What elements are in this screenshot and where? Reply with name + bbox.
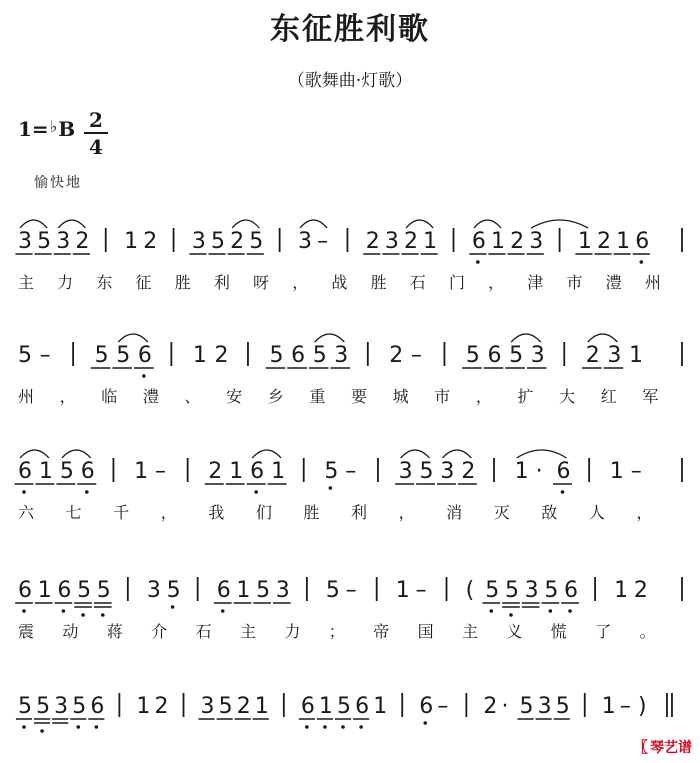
note: 3 (275, 578, 290, 603)
dash-extend: – (317, 229, 329, 254)
lyric-char: 介 (151, 622, 168, 641)
lyric-char: 蒋 (106, 622, 123, 641)
lyric-char: ， (160, 503, 177, 522)
note: 3 (54, 694, 69, 719)
dash-extend: – (345, 459, 357, 484)
lower-octave-dot (101, 613, 105, 617)
note: 1 (609, 459, 624, 484)
lyric-char: 市 (566, 273, 583, 292)
lyric-char: 、 (184, 387, 201, 406)
lyric-char: 力 (284, 622, 301, 641)
note: 3 (200, 694, 215, 719)
note: 6 (291, 343, 306, 368)
note: 1 (136, 694, 151, 719)
note: 5 (465, 343, 480, 368)
logo-icon: 〖 (632, 738, 648, 756)
slur (300, 220, 327, 228)
slur (232, 220, 259, 228)
note: 5 (18, 343, 32, 368)
note: 5 (94, 343, 109, 368)
dash-extend: – (39, 343, 51, 368)
note: 1 (254, 694, 269, 719)
note: 2 (143, 229, 158, 254)
lyric-char: 临 (101, 387, 118, 406)
lyric-char: 力 (57, 273, 74, 292)
lyric-char: 石 (195, 622, 212, 641)
note: 6 (635, 229, 650, 254)
note: 6 (18, 578, 32, 603)
note: 1 (271, 459, 286, 484)
note: 3 (56, 229, 71, 254)
lyric-char: 义 (506, 622, 523, 641)
note: 1 (373, 694, 388, 719)
lower-octave-dot (489, 609, 493, 613)
lower-octave-dot (359, 725, 363, 729)
note: 6 (137, 343, 152, 368)
note: 3 (440, 459, 455, 484)
note: 6 (57, 578, 72, 603)
note: 1 (514, 459, 529, 484)
note: 2 (585, 343, 600, 368)
lower-octave-dot (476, 260, 480, 264)
note: 5 (419, 459, 434, 484)
note: 6 (250, 459, 265, 484)
lower-octave-dot (22, 609, 26, 613)
lyric-char: 灭 (493, 503, 510, 522)
slur (401, 450, 430, 458)
note: 2 (389, 343, 404, 368)
slur (442, 450, 471, 458)
note: 6 (564, 578, 579, 603)
lyric-char: 澧 (142, 387, 159, 406)
note: 3 (529, 229, 544, 254)
lower-octave-dot (22, 725, 26, 729)
lyric-char: 利 (351, 503, 368, 522)
note: 2 (365, 229, 380, 254)
lyric-char: ； (328, 622, 345, 641)
time-signature-top: 2 (89, 108, 103, 132)
note: 5 (59, 459, 74, 484)
tempo-marking: 愉快地 (34, 175, 82, 191)
lyric-char: 们 (255, 503, 272, 522)
slur (62, 450, 91, 458)
lyric-char: 重 (309, 387, 326, 406)
lower-octave-dot (171, 605, 175, 609)
note: 5 (504, 578, 519, 603)
lyric-char: 帝 (373, 622, 390, 641)
note: 5 (337, 694, 352, 719)
note: 5 (116, 343, 131, 368)
note: 3 (191, 229, 206, 254)
note: 5 (269, 343, 284, 368)
lyric-char: ， (398, 503, 415, 522)
lyric-char: 六 (18, 503, 35, 522)
lower-octave-dot (40, 729, 44, 733)
note: 1 (134, 459, 149, 484)
key-note: B (58, 117, 76, 141)
note: 5 (18, 694, 32, 719)
note: 5 (544, 578, 559, 603)
note: 5 (211, 229, 226, 254)
lyric-char: 慌 (550, 622, 567, 641)
lyric-char: 我 (208, 503, 225, 522)
note: 1 (395, 578, 410, 603)
slur (252, 450, 281, 458)
dash-extend: – (415, 578, 427, 603)
slur (118, 334, 148, 342)
note: 6 (90, 694, 105, 719)
note: 2 (230, 229, 245, 254)
dash-extend: – (345, 578, 357, 603)
lyric-char: 利 (213, 273, 230, 292)
note: 5 (77, 578, 92, 603)
note: 5 (96, 578, 111, 603)
note: 6 (355, 694, 370, 719)
lyric-char: 征 (135, 273, 152, 292)
note: 5 (324, 459, 339, 484)
lower-octave-dot (85, 490, 89, 494)
note: 6 (556, 459, 571, 484)
lyric-char: ， (59, 387, 76, 406)
slur (517, 450, 567, 458)
note: 6 (487, 343, 502, 368)
lyric-char: 安 (226, 387, 243, 406)
lower-octave-dot (76, 725, 80, 729)
lower-octave-dot (81, 613, 85, 617)
lyric-char: 门 (448, 273, 465, 292)
lyric-char: 。 (639, 622, 656, 641)
note: 3 (537, 694, 552, 719)
note: 5 (166, 578, 181, 603)
note: 1 (192, 343, 207, 368)
note: 3 (297, 229, 312, 254)
lyric-char: ， (488, 273, 505, 292)
note: 5 (519, 694, 534, 719)
dash-extend: – (437, 694, 449, 719)
note: 1 (616, 229, 631, 254)
lower-octave-dot (568, 609, 572, 613)
lyric-char: 市 (434, 387, 451, 406)
note: 5 (555, 694, 570, 719)
dash-extend: – (410, 343, 422, 368)
lyric-char: 胜 (303, 503, 320, 522)
note: 5 (249, 229, 264, 254)
note: 2 (483, 694, 498, 719)
lyric-char: 大 (559, 387, 576, 406)
song-title: 东征胜利歌 (270, 12, 430, 47)
lower-octave-dot (22, 490, 26, 494)
note: 1 (601, 694, 616, 719)
lyric-char: 震 (18, 622, 35, 641)
lyric-char: 战 (331, 273, 348, 292)
lyric-char: 乡 (267, 387, 284, 406)
lyric-char: 州 (18, 387, 35, 406)
dash-extend: – (630, 459, 642, 484)
slur (58, 220, 85, 228)
augmentation-dot: · (535, 459, 543, 484)
slur (20, 450, 49, 458)
lyric-char: ， (475, 387, 492, 406)
lower-octave-dot (323, 725, 327, 729)
note: 2 (154, 694, 169, 719)
lyric-char: 津 (527, 273, 544, 292)
lyric-char: 要 (351, 387, 368, 406)
lower-octave-dot (509, 613, 513, 617)
note: 2 (236, 694, 251, 719)
note: 6 (471, 229, 486, 254)
note: 5 (325, 578, 340, 603)
note: 3 (398, 459, 413, 484)
augmentation-dot: · (501, 694, 509, 719)
note: 6 (216, 578, 231, 603)
note: 1 (490, 229, 505, 254)
note: 3 (146, 578, 161, 603)
note: 6 (18, 459, 32, 484)
note: 5 (37, 229, 52, 254)
note: 2 (404, 229, 419, 254)
note: 2 (510, 229, 525, 254)
lyric-char: 国 (417, 622, 434, 641)
lyric-char: 敌 (541, 503, 558, 522)
lower-octave-dot (62, 609, 66, 613)
note: 6 (80, 459, 95, 484)
note: 1 (37, 578, 52, 603)
lyric-char: 主 (462, 622, 479, 641)
note: 5 (509, 343, 524, 368)
note: 2 (461, 459, 476, 484)
lower-octave-dot (329, 486, 333, 490)
key-prefix: 1= (18, 117, 49, 141)
lower-octave-dot (305, 725, 309, 729)
note: 3 (334, 343, 349, 368)
flat-sign: ♭ (49, 117, 58, 136)
note: 2 (75, 229, 90, 254)
note: 3 (524, 578, 539, 603)
note: 5 (218, 694, 233, 719)
lower-octave-dot (341, 725, 345, 729)
lyric-char: 城 (392, 387, 409, 406)
lower-octave-dot (549, 609, 553, 613)
lyric-char: 胜 (370, 273, 387, 292)
lyric-char: 七 (65, 503, 82, 522)
lower-octave-dot (640, 260, 644, 264)
brand-logo (633, 736, 692, 757)
note: 2 (214, 343, 229, 368)
dash-extend: – (619, 694, 631, 719)
song-subtitle: （歌舞曲·灯歌） (287, 71, 413, 91)
slur (20, 220, 47, 228)
lyric-char: 东 (96, 273, 113, 292)
note: 6 (419, 694, 434, 719)
note: 3 (607, 343, 622, 368)
bracket: ( (465, 578, 475, 603)
lyric-char: 军 (642, 387, 659, 406)
slur (531, 220, 588, 228)
note: 5 (256, 578, 271, 603)
lyric-char: 扩 (517, 387, 534, 406)
slur (406, 220, 433, 228)
lyric-char: 州 (644, 273, 661, 292)
lyric-char: ， (292, 273, 309, 292)
note: 2 (633, 578, 648, 603)
lyric-char: 千 (113, 503, 130, 522)
slur (588, 334, 618, 342)
note: 1 (318, 694, 333, 719)
note: 1 (577, 229, 592, 254)
note: 1 (229, 459, 244, 484)
lyric-char: 动 (62, 622, 79, 641)
note: 5 (36, 694, 51, 719)
lower-octave-dot (254, 490, 258, 494)
lyric-char: 澧 (605, 273, 622, 292)
note: 2 (597, 229, 612, 254)
logo-text: 琴艺谱 (650, 739, 692, 756)
note: 1 (124, 229, 139, 254)
lower-octave-dot (423, 721, 427, 725)
note: 1 (614, 578, 629, 603)
bracket: ) (637, 694, 647, 719)
lower-octave-dot (221, 609, 225, 613)
dash-extend: – (155, 459, 167, 484)
note: 1 (628, 343, 643, 368)
lyric-char: 了 (595, 622, 612, 641)
lyric-char: 呀 (253, 273, 270, 292)
note: 6 (300, 694, 315, 719)
slur (315, 334, 345, 342)
lyric-char: 主 (18, 273, 35, 292)
note: 5 (485, 578, 500, 603)
note: 2 (208, 459, 223, 484)
lyric-char: 人 (588, 503, 605, 522)
note: 1 (423, 229, 438, 254)
lyric-char: 胜 (174, 273, 191, 292)
lyric-char: 消 (446, 503, 463, 522)
lyric-char: 石 (409, 273, 426, 292)
slur (474, 220, 501, 228)
note: 5 (312, 343, 327, 368)
slur (511, 334, 541, 342)
lower-octave-dot (561, 490, 565, 494)
lyric-char: ， (636, 503, 653, 522)
note: 1 (236, 578, 251, 603)
lyric-char: 主 (240, 622, 257, 641)
time-signature-bottom: 4 (89, 134, 103, 159)
note: 5 (72, 694, 87, 719)
lyric-char: 红 (600, 387, 617, 406)
note: 1 (38, 459, 53, 484)
note: 3 (530, 343, 545, 368)
note: 3 (18, 229, 32, 254)
lower-octave-dot (142, 374, 146, 378)
lower-octave-dot (95, 725, 99, 729)
note: 3 (384, 229, 399, 254)
